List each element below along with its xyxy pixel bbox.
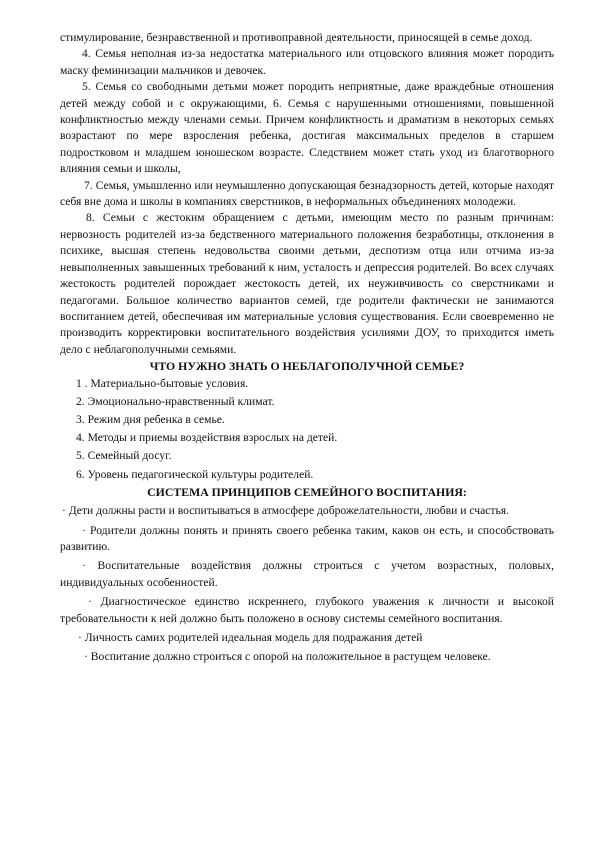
- principle-item: · Дети должны расти и воспитываться в атмосфере доброжелательности, любви и счастья.: [62, 504, 509, 518]
- list-item: 5. Семейный досуг.: [76, 449, 172, 463]
- document-page: [60, 30, 554, 666]
- list-item: 1 . Материально-бытовые условия.: [76, 376, 249, 390]
- principle-item: · Диагностическое единство искреннего, глубокого уважения к личности и высокой требовательности к ней должно быть положено в основу системы семейного воспитания.: [60, 595, 554, 625]
- paragraph-5-6: 5. Семья со свободными детьми может породить неприятные, даже враждебные отношения детей между собой и с окружающими, 6. Семья с нарушенными отношениями, повышенной конфликтностью между членами семьи. Причем конфликтность и драматизм в некоторых семьях возрастают по мере взросления ребенка, достигая максимальных пределов в старшем подростковом и младшем юношеском возрасте. Следствием может стать уход из благотворного влияния семьи и школы,: [60, 80, 554, 176]
- list-item: 3. Режим дня ребенка в семье.: [76, 412, 225, 426]
- principle-item: · Воспитательные воздействия должны строиться с учетом возрастных, половых, индивидуальных особенностей.: [60, 559, 554, 589]
- heading-unfavorable-family: ЧТО НУЖНО ЗНАТЬ О НЕБЛАГОПОЛУЧНОЙ СЕМЬЕ?: [149, 359, 465, 374]
- list-item: 4. Методы и приемы воздействия взрослых на детей.: [76, 431, 338, 445]
- unfavorable-family-list: [60, 375, 554, 484]
- heading-principles: СИСТЕМА ПРИНЦИПОВ СЕМЕЙНОГО ВОСПИТАНИЯ:: [147, 484, 467, 499]
- list-item: 2. Эмоционально-нравственный климат.: [76, 394, 275, 408]
- principle-item: · Родители должны понять и принять своего ребенка таким, каков он есть, и способствовать развитию.: [60, 523, 554, 553]
- principle-item: · Личность самих родителей идеальная модель для подражания детей: [78, 631, 423, 644]
- principle-item: · Воспитание должно строиться с опорой на положительное в растущем человеке.: [84, 650, 491, 664]
- paragraph-4: 4. Семья неполная из-за недостатка материального или отцовского влияния может породить маску феминизации мальчиков и девочек.: [60, 47, 554, 77]
- list-item: 6. Уровень педагогической культуры родителей.: [76, 467, 314, 481]
- paragraph-7: 7. Семья, умышленно или неумышленно допускающая безнадзорность детей, которые находят себя вне дома и школы в компаниях сверстников, в неформальных объединениях молодежи.: [60, 178, 554, 209]
- paragraph-8: 8. Семьи с жестоким обращением с детьми, имеющим место по разным причинам: нервозность родителей из-за бедственного материального положения безработицы, отклонения в психике, высшая степень недовольства своими детьми, деспотизм отца или отчима из-за невыполненных завышенных требований к ним, усталость и депрессия родителей. Во всех случаях жестокость родителей порождает жестокость детей, их неуживчивость со сверстниками и педагогами. Большое количество вариантов семей, где родители фактически не занимаются воспитанием детей, обеспечивая им материальные условия существования. Если своевременно не производить корректировки воспитательного воздействия усилиями ДОУ, то приходится иметь дело с неблагополучными семьями.: [60, 211, 554, 356]
- paragraph-intro: стимулирование, безнравственной и противоправной деятельности, приносящей в семье доход.: [60, 31, 533, 44]
